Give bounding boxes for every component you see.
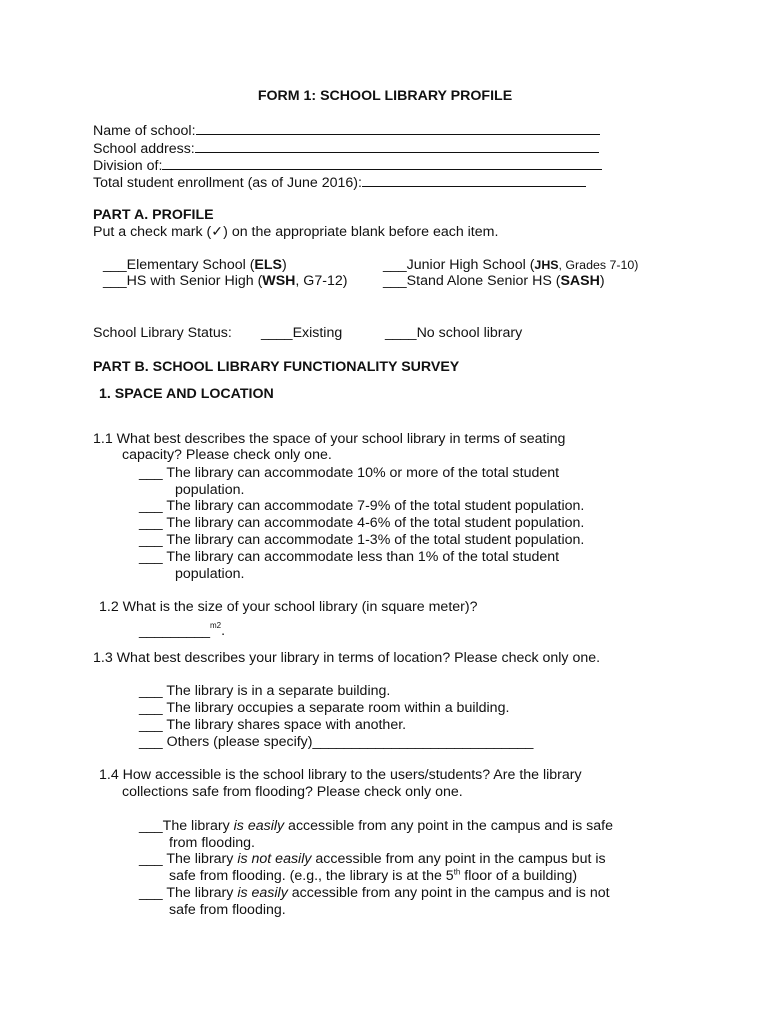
no-library-label: No school library bbox=[416, 325, 523, 341]
sash-option[interactable] bbox=[383, 273, 605, 290]
q1-3-option-1-blank[interactable]: ___ bbox=[139, 683, 167, 699]
section-1-heading: 1. SPACE AND LOCATION bbox=[99, 386, 274, 402]
q1-4-option-2-label: The library bbox=[166, 851, 238, 867]
status-existing-option[interactable] bbox=[261, 325, 342, 342]
els-blank[interactable]: ___ bbox=[103, 257, 127, 273]
name-of-school-field[interactable] bbox=[93, 121, 600, 140]
q1-3-option-4[interactable] bbox=[139, 734, 533, 751]
q1-1-option-4-blank[interactable]: ___ bbox=[139, 532, 167, 548]
jhs-label-end: , Grades 7-10) bbox=[558, 258, 639, 272]
q1-4-option-2-cont-text: safe from flooding. (e.g., the library is at the 5 bbox=[169, 868, 454, 884]
name-of-school-line[interactable] bbox=[196, 121, 600, 135]
q1-4-option-1-label-end: accessible from any point in the campus and is safe bbox=[284, 818, 613, 834]
page-title: FORM 1: SCHOOL LIBRARY PROFILE bbox=[257, 88, 513, 104]
no-library-blank[interactable]: ____ bbox=[385, 325, 417, 341]
q1-4-option-2[interactable] bbox=[139, 851, 606, 868]
q1-1-option-2-label: The library can accommodate 7-9% of the total student population. bbox=[166, 498, 585, 514]
sash-label: Stand Alone Senior HS ( bbox=[406, 273, 561, 289]
q1-4-option-3-label-end: accessible from any point in the campus and is not bbox=[287, 885, 610, 901]
q1-4-option-3-blank[interactable]: ___ bbox=[139, 885, 167, 901]
sash-label-end: ) bbox=[599, 273, 605, 289]
q1-4-text: 1.4 How accessible is the school library to the users/students? Are the library bbox=[99, 767, 582, 783]
q1-3-option-1[interactable] bbox=[139, 683, 390, 700]
els-label-end: ) bbox=[282, 257, 287, 273]
q1-1-option-5-label: The library can accommodate less than 1% of the total student bbox=[166, 549, 560, 565]
jhs-label: Junior High School ( bbox=[406, 257, 535, 273]
q1-4-option-1-blank[interactable]: ___ bbox=[139, 818, 163, 834]
q1-3-option-4-label: Others (please specify) bbox=[166, 734, 313, 750]
q1-1-option-3-label: The library can accommodate 4-6% of the total student population. bbox=[166, 515, 585, 531]
q1-2-answer[interactable] bbox=[139, 617, 225, 640]
q1-4-option-1-label: The library bbox=[162, 818, 234, 834]
q1-1-text: 1.1 What best describes the space of your school library in terms of seating bbox=[93, 431, 566, 447]
q1-4-option-2-cont-end: floor of a building) bbox=[460, 868, 578, 884]
existing-blank[interactable]: ____ bbox=[261, 325, 293, 341]
q1-3-option-2-blank[interactable]: ___ bbox=[139, 700, 167, 716]
division-line[interactable] bbox=[162, 156, 602, 170]
q1-3-option-2-label: The library occupies a separate room within a building. bbox=[166, 700, 510, 716]
existing-label: Existing bbox=[292, 325, 343, 341]
q1-1-text-cont: capacity? Please check only one. bbox=[122, 447, 332, 463]
q1-1-option-2-blank[interactable]: ___ bbox=[139, 498, 167, 514]
q1-1-option-1-label: The library can accommodate 10% or more of the total student bbox=[166, 465, 560, 481]
q1-1-option-3-blank[interactable]: ___ bbox=[139, 515, 167, 531]
q1-1-option-5-cont: population. bbox=[175, 566, 245, 582]
sash-code: SASH bbox=[560, 273, 600, 289]
q1-1-option-1-blank[interactable]: ___ bbox=[139, 465, 167, 481]
enrollment-line[interactable] bbox=[362, 173, 586, 187]
els-code: ELS bbox=[254, 257, 283, 273]
wsh-blank[interactable]: ___ bbox=[103, 273, 127, 289]
q1-3-option-4-blank[interactable]: ___ bbox=[139, 734, 167, 750]
jhs-blank[interactable]: ___ bbox=[383, 257, 407, 273]
name-of-school-label: Name of school: bbox=[93, 123, 196, 139]
jhs-option[interactable] bbox=[383, 257, 638, 274]
part-a-instruction: Put a check mark (✓) on the appropriate blank before each item. bbox=[93, 224, 499, 240]
q1-4-option-2-emphasis: is not easily bbox=[237, 851, 312, 867]
q1-2-text: 1.2 What is the size of your school library (in square meter)? bbox=[99, 599, 478, 615]
els-option[interactable] bbox=[103, 257, 287, 274]
q1-3-option-1-label: The library is in a separate building. bbox=[166, 683, 391, 699]
q1-3-option-3[interactable] bbox=[139, 717, 406, 734]
school-address-label: School address: bbox=[93, 141, 195, 157]
q1-1-option-1-cont: population. bbox=[175, 482, 245, 498]
q1-1-option-1[interactable] bbox=[139, 465, 559, 482]
wsh-label: HS with Senior High ( bbox=[126, 273, 263, 289]
q1-4-option-2-cont bbox=[169, 868, 577, 885]
sash-blank[interactable]: ___ bbox=[383, 273, 407, 289]
q1-2-period: . bbox=[221, 623, 226, 639]
q1-1-option-4[interactable] bbox=[139, 532, 584, 549]
q1-1-option-5-blank[interactable]: ___ bbox=[139, 549, 167, 565]
q1-4-option-2-label-end: accessible from any point in the campus but is bbox=[311, 851, 606, 867]
q1-3-option-2[interactable] bbox=[139, 700, 509, 717]
enrollment-field[interactable] bbox=[93, 173, 586, 192]
q1-4-option-1-emphasis: is easily bbox=[233, 818, 285, 834]
wsh-label-end: , G7-12) bbox=[295, 273, 348, 289]
q1-3-option-3-blank[interactable]: ___ bbox=[139, 717, 167, 733]
q1-3-text: 1.3 What best describes your library in terms of location? Please check only one. bbox=[93, 650, 601, 666]
division-label: Division of: bbox=[93, 158, 163, 174]
q1-4-option-3-label: The library bbox=[166, 885, 238, 901]
q1-2-blank[interactable]: _________ bbox=[139, 623, 211, 639]
q1-4-ordinal-sup: th bbox=[453, 867, 461, 877]
part-a-heading: PART A. PROFILE bbox=[93, 207, 214, 223]
q1-3-specify-blank[interactable]: ____________________________ bbox=[312, 734, 534, 750]
q1-1-option-4-label: The library can accommodate 1-3% of the total student population. bbox=[166, 532, 585, 548]
q1-3-option-3-label: The library shares space with another. bbox=[166, 717, 407, 733]
q1-2-unit: m2 bbox=[210, 621, 222, 630]
q1-4-option-3[interactable] bbox=[139, 885, 610, 902]
jhs-code: JHS bbox=[534, 258, 559, 272]
q1-4-option-1-cont: from flooding. bbox=[169, 835, 255, 851]
enrollment-label: Total student enrollment (as of June 2016): bbox=[93, 175, 362, 191]
q1-1-option-3[interactable] bbox=[139, 515, 584, 532]
q1-4-option-3-emphasis: is easily bbox=[237, 885, 288, 901]
q1-4-option-3-cont: safe from flooding. bbox=[169, 902, 286, 918]
q1-1-option-2[interactable] bbox=[139, 498, 584, 515]
wsh-option[interactable] bbox=[103, 273, 347, 290]
q1-1-option-5[interactable] bbox=[139, 549, 559, 566]
els-label: Elementary School ( bbox=[126, 257, 255, 273]
library-status-label: School Library Status: bbox=[93, 325, 232, 341]
q1-4-option-1[interactable] bbox=[139, 818, 613, 835]
school-address-line[interactable] bbox=[195, 139, 599, 153]
q1-4-text-cont: collections safe from flooding? Please check only one. bbox=[122, 784, 463, 800]
q1-4-option-2-blank[interactable]: ___ bbox=[139, 851, 167, 867]
status-no-library-option[interactable] bbox=[385, 325, 522, 342]
wsh-code: WSH bbox=[262, 273, 296, 289]
part-b-heading: PART B. SCHOOL LIBRARY FUNCTIONALITY SURVEY bbox=[93, 359, 460, 375]
